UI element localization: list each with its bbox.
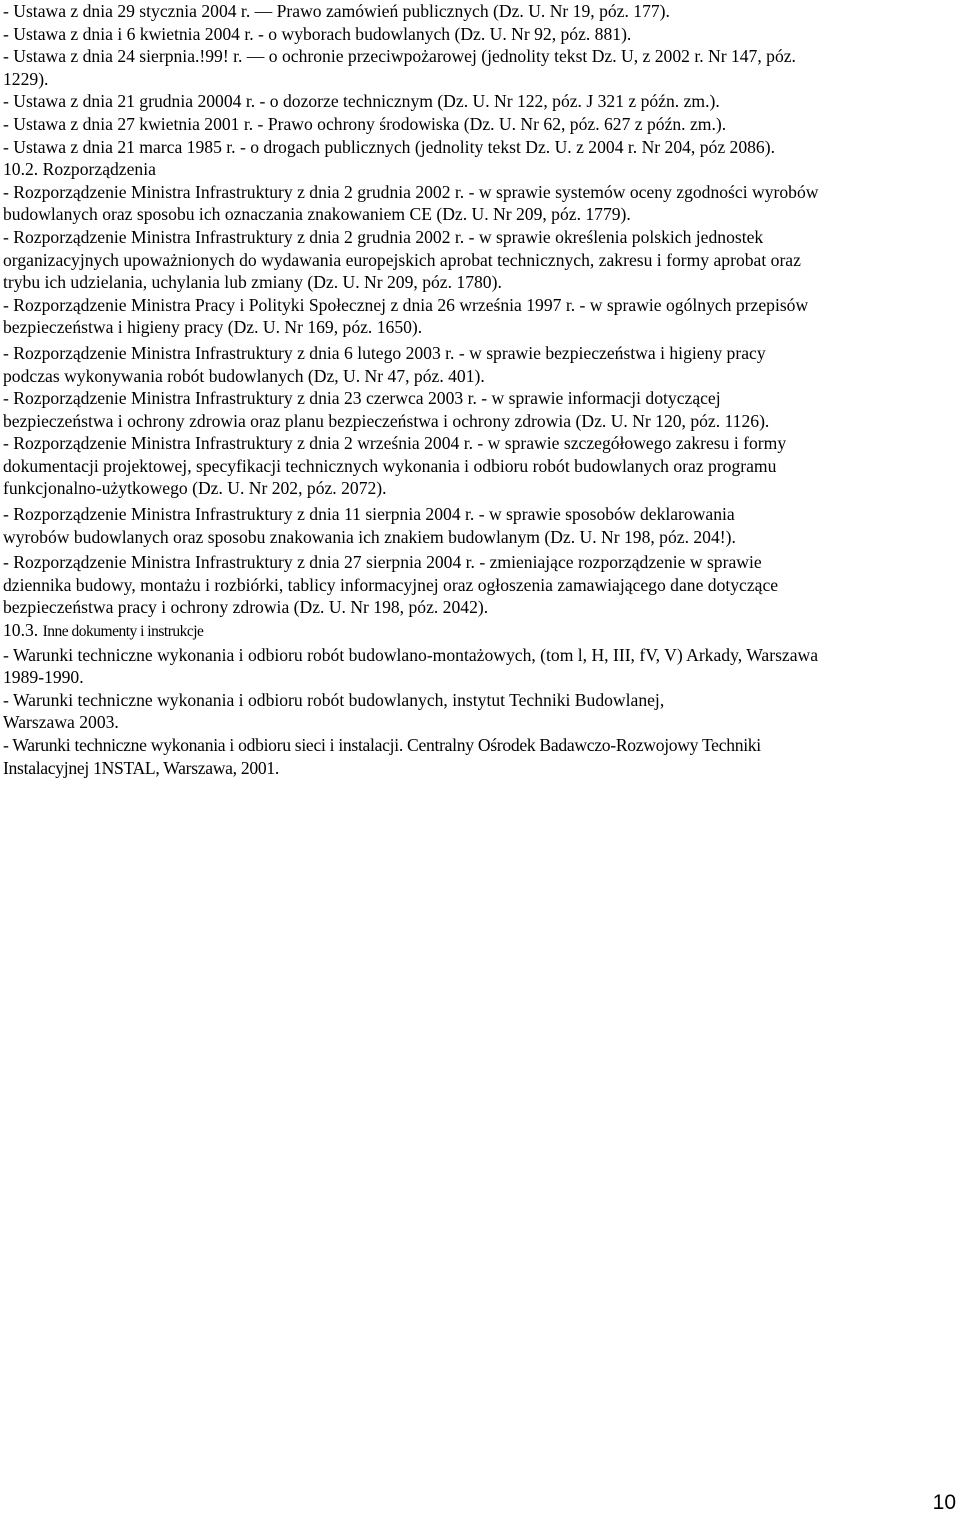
text-line: - Rozporządzenie Ministra Infrastruktury z dnia 6 lutego 2003 r. - w sprawie bezpieczeństwa i higieny pracy [3,342,766,363]
page-number: 10 [932,1491,956,1514]
document-body [3,0,945,779]
text-line: - Rozporządzenie Ministra Infrastruktury z dnia 2 grudnia 2002 r. - w sprawie systemów oceny zgodności wyrobów [3,181,819,202]
text-line: funkcjonalno-użytkowego (Dz. U. Nr 202, póz. 2072). [3,478,387,499]
text-line: dokumentacji projektowej, specyfikacji technicznych wykonania i odbioru robót budowlanych oraz programu [3,455,777,476]
text-line: bezpieczeństwa pracy i ochrony zdrowia (Dz. U. Nr 198, póz. 2042). [3,597,489,618]
text-line: - Rozporządzenie Ministra Pracy i Polityki Społecznej z dnia 26 września 1997 r. - w sprawie ogólnych przepisów [3,294,809,315]
text-line: 1229). [3,68,49,89]
text-line: budowlanych oraz sposobu ich oznaczania znakowaniem CE (Dz. U. Nr 209, póz. 1779). [3,204,631,225]
text-line: - Ustawa z dnia i 6 kwietnia 2004 r. - o wyborach budowlanych (Dz. U. Nr 92, póz. 881). [3,23,632,44]
text-line: trybu ich udzielania, uchylania lub zmiany (Dz. U. Nr 209, póz. 1780). [3,272,502,293]
section-heading-inne-dokumenty [3,619,945,644]
text-line: dziennika budowy, montażu i rozbiórki, tablicy informacyjnej oraz ogłoszenia zamawiającego dane dotyczące [3,574,779,595]
text-line: - Warunki techniczne wykonania i odbioru robót budowlano-montażowych, (tom l, H, III, fV, V) Arkady, Warszawa [3,644,819,665]
text-line: bezpieczeństwa i ochrony zdrowia oraz planu bezpieczeństwa i ochrony zdrowia (Dz. U. Nr 120, póz. 1126). [3,410,770,431]
text-line: - Ustawa z dnia 29 stycznia 2004 r. — Prawo zamówień publicznych (Dz. U. Nr 19, póz. 177). [3,1,670,21]
text-line: - Ustawa z dnia 24 sierpnia.!99! r. — o ochronie przeciwpożarowej (jednolity tekst Dz. U, z 2002 r. Nr 147, póz. [3,46,796,67]
section-heading-rozporzadzenia: 10.2. Rozporządzenia [3,159,156,180]
text-line: bezpieczeństwa i higieny pracy (Dz. U. Nr 169, póz. 1650). [3,317,423,338]
text-line: - Ustawa z dnia 27 kwietnia 2001 r. - Prawo ochrony środowiska (Dz. U. Nr 62, póz. 627 z późn. zm.). [3,113,727,134]
text-line: - Warunki techniczne wykonania i odbioru robót budowlanych, instytut Techniki Budowlanej, [3,689,665,710]
section-title: Inne dokumenty i instrukcje [42,623,204,641]
text-line: 1989-1990. [3,667,84,688]
text-line: podczas wykonywania robót budowlanych (Dz, U. Nr 47, póz. 401). [3,365,485,386]
text-line: - Rozporządzenie Ministra Infrastruktury z dnia 11 sierpnia 2004 r. - w sprawie sposobów deklarowania [3,504,735,525]
text-line: Warszawa 2003. [3,712,119,733]
text-line: - Ustawa z dnia 21 marca 1985 r. - o drogach publicznych (jednolity tekst Dz. U. z 2004 r. Nr 204, póz 2086). [3,136,775,157]
text-line: - Ustawa z dnia 21 grudnia 20004 r. - o dozorze technicznym (Dz. U. Nr 122, póz. J 321 z późn. zm.). [3,91,720,112]
text-line: - Rozporządzenie Ministra Infrastruktury z dnia 2 grudnia 2002 r. - w sprawie określenia polskich jednostek [3,226,764,247]
section-number: 10.3. [3,620,39,641]
text-line: - Rozporządzenie Ministra Infrastruktury z dnia 2 września 2004 r. - w sprawie szczegółowego zakresu i formy [3,433,787,454]
text-line: - Rozporządzenie Ministra Infrastruktury z dnia 27 sierpnia 2004 r. - zmieniające rozporządzenie w sprawie [3,552,762,573]
text-line: - Warunki techniczne wykonania i odbioru sieci i instalacji. Centralny Ośrodek Badawczo-Rozwojowy Techniki [3,735,761,755]
text-line: - Rozporządzenie Ministra Infrastruktury z dnia 23 czerwca 2003 r. - w sprawie informacji dotyczącej [3,388,721,409]
text-line: wyrobów budowlanych oraz sposobu znakowania ich znakiem budowlanym (Dz. U. Nr 198, póz. 204!). [3,526,736,547]
text-line: Instalacyjnej 1NSTAL, Warszawa, 2001. [3,757,279,778]
text-line: organizacyjnych upoważnionych do wydawania europejskich aprobat technicznych, zakresu i formy aprobat oraz [3,249,801,270]
